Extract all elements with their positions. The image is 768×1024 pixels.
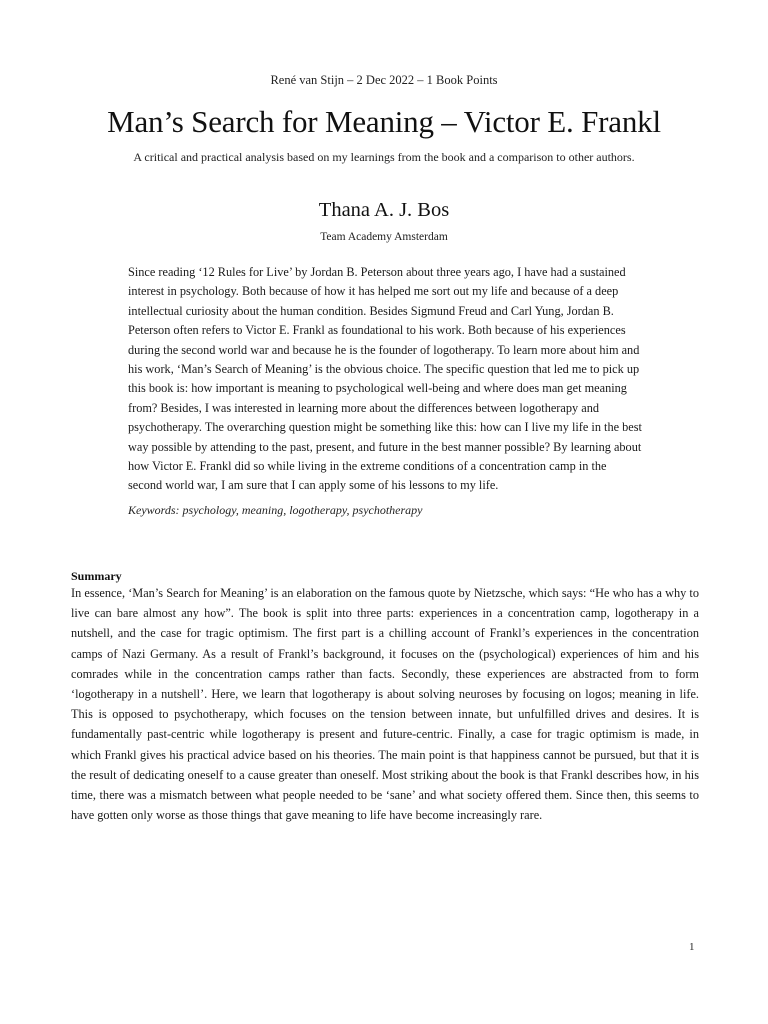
summary-paragraph: In essence, ‘Man’s Search for Meaning’ is an elaboration on the famous quote by Nietzsche, which says: “He who has a why to live can bare almost any how”. The book is split into three parts: experiences in a concentration camp, logotherapy in a nutshell, and the case for tragic optimism. The first part is a chilling account of Frankl’s experiences in the concentration camps of Nazi Germany. As a result of Frankl’s background, it focuses on the (psychological) experiences of him and his comrades while in the concentration camps rather than facts. Secondly, these experiences are abstracted from to form ‘logotherapy in a nutshell’. Here, we learn that logotherapy is about solving neuroses by focusing on logos; meaning in life. This is opposed to psychotherapy, which focuses on the tension between innate, but unfulfilled drives and desires. It is fundamentally past-centric while logotherapy is present and future-centric. Finally, a case for tragic optimism is made, in which Frankl gives his practical advice based on his theories. The main point is that happiness cannot be pursued, but that it is the result of dedicating oneself to a cause greater than oneself. Most striking about the book is that Frankl describes how, in his time, there was a mismatch between what people needed to be ‘sane’ and what society offered them. Since then, this seems to have gotten only worse as those things that gave meaning to life have become increasingly rare.	[71, 586, 699, 823]
abstract-paragraph: Since reading ‘12 Rules for Live’ by Jordan B. Peterson about three years ago, I have had a sustained interest in psychology. Both because of how it has helped me sort out my life and because of a deep intellectual curiosity about the human condition. Besides Sigmund Freud and Carl Yung, Jordan B. Peterson often refers to Victor E. Frankl as foundational to his work. Both because of his experiences during the second world war and because he is the founder of logotherapy. To learn more about him and his work, ‘Man’s Search of Meaning’ is the obvious choice. The specific question that led me to pick up this book is: how important is meaning to psychological well-being and where does man get meaning from? Besides, I was interested in learning more about the differences between logotherapy and psychotherapy. The overarching question might be something like this: how can I live my life in the best way possible by attending to the past, present, and future in the best manner possible? By learning about how Victor E. Frankl did so while living in the extreme conditions of a concentration camp in the second world war, I am sure that I can apply some of his lessons to my life.	[128, 265, 642, 493]
document-title: Man’s Search for Meaning – Victor E. Frankl	[107, 104, 661, 139]
author-affiliation: Team Academy Amsterdam	[320, 231, 448, 243]
summary-heading: Summary	[71, 569, 122, 583]
page-number: 1	[689, 941, 695, 953]
document-subtitle: A critical and practical analysis based on my learnings from the book and a comparison to other authors.	[133, 150, 635, 164]
header-meta-line: René van Stijn – 2 Dec 2022 – 1 Book Points	[270, 73, 498, 87]
keywords-line: Keywords: psychology, meaning, logotherapy, psychotherapy	[128, 503, 423, 517]
author-name: Thana A. J. Bos	[318, 199, 450, 221]
